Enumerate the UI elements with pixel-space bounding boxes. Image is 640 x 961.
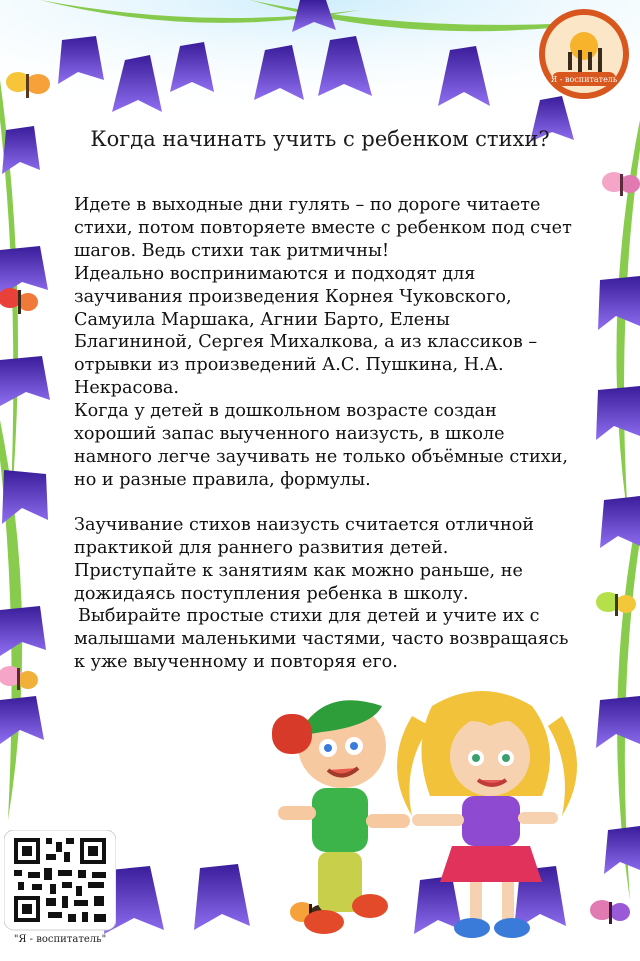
logo-badge [538, 8, 630, 100]
page-title: Когда начинать учить с ребенком стихи? [90, 127, 550, 151]
paragraph: Заучивание стихов наизусть считается отличной практикой для раннего развития детей. Приступайте к занятиям как можно раньше, не дожидаясь поступления ребенка в школу. [74, 514, 535, 604]
paragraph: Идеально воспринимаются и подходят для заучивания произведения Корнея Чуковского, Самуила Маршака, Агнии Барто, Елены Благининой, Сергея Михалкова, а из классиков – отрывки из произведений А.С. Пушкина, Н.А. Некрасова. [74, 263, 538, 399]
article-body [74, 194, 574, 674]
paragraph: Выбирайте простые стихи для детей и учите их с малышами маленькими частями, часто возвращаясь к уже выученному и повторяя его. [74, 606, 569, 673]
children-illustration [262, 686, 592, 956]
paragraph: Когда у детей в дошкольном возрасте создан хороший запас выученного наизусть, в школе намного легче заучивать не только объёмные стихи, но и разные правила, формулы. [74, 401, 568, 490]
logo-text: Я - воспитатель [550, 75, 618, 84]
paragraph: Идете в выходные дни гулять – по дороге читаете стихи, потом повторяете вместе с ребенком под счет шагов. Ведь стихи так ритмичны! [74, 195, 572, 261]
qr-caption: "Я - воспитатель" [13, 934, 107, 945]
